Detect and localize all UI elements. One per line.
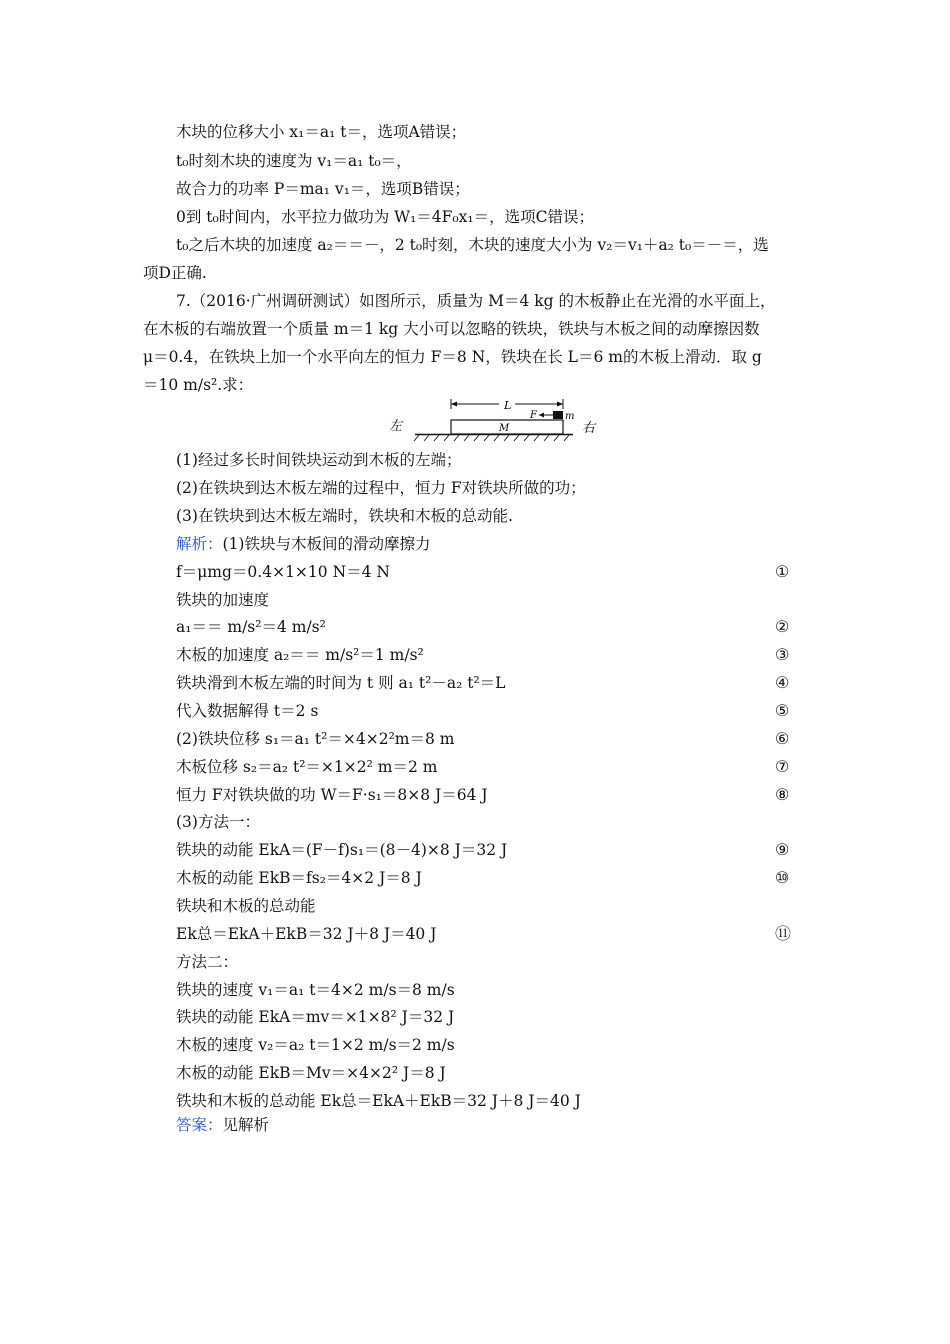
equation-number: ③ — [775, 645, 790, 664]
left-label: 左 — [389, 419, 403, 434]
solution-step: Ek总＝EkA＋EkB＝32 J＋8 J＝40 J — [176, 925, 437, 943]
equation-number: ④ — [775, 673, 790, 692]
solution-step: 恒力 F对铁块做的功 W＝F·s₁＝8×8 J＝64 J — [176, 786, 488, 804]
solution-step: 铁块的动能 EkA＝(F－f)s₁＝(8－4)×8 J＝32 J — [176, 841, 508, 859]
equation-number: ⑧ — [775, 785, 790, 804]
length-label: L — [504, 399, 512, 412]
equation-number: ⑨ — [775, 840, 790, 859]
equation-number: ⑩ — [775, 868, 790, 887]
sub-question: (3)在铁块到达木板左端时，铁块和木板的总动能. — [176, 507, 513, 525]
text-line: 木块的位移大小 x₁＝a₁ t＝，选项A错误； — [176, 123, 467, 141]
board-label: M — [499, 423, 510, 434]
block — [553, 411, 563, 419]
text-line: 0到 t₀时间内，水平拉力做功为 W₁＝4F₀x₁＝，选项C错误； — [176, 208, 594, 226]
equation-number: ⑤ — [775, 701, 790, 720]
text-line: t₀之后木块的加速度 a₂＝＝－，2 t₀时刻，木块的速度大小为 v₂＝v₁＋a₂ t₀＝－＝，选 — [176, 236, 769, 254]
solution-step: 木板的动能 EkB＝Mv＝×4×2² J＝8 J — [176, 1064, 446, 1082]
equation-number: ⑦ — [775, 757, 790, 776]
solution-first-text: (1)铁块与木板间的滑动摩擦力 — [222, 535, 431, 553]
equation-number: ⑪ — [775, 924, 792, 943]
solution-step: 木板的速度 v₂＝a₂ t＝1×2 m/s＝2 m/s — [176, 1036, 455, 1054]
text-line: 故合力的功率 P＝ma₁ v₁＝，选项B错误； — [176, 180, 470, 198]
right-label: 右 — [582, 421, 596, 436]
equation-number: ① — [775, 562, 790, 581]
solution-step: (2)铁块位移 s₁＝a₁ t²＝×4×2²m＝8 m — [176, 730, 455, 748]
solution-step: a₁＝＝ m/s²＝4 m/s² — [176, 618, 326, 636]
solution-step: 木板的加速度 a₂＝＝ m/s²＝1 m/s² — [176, 646, 424, 664]
solution-step: 铁块和木板的总动能 — [176, 897, 316, 915]
question-stem: ＝10 m/s².求： — [143, 376, 254, 394]
solution-step: 铁块的动能 EkA＝mv＝×1×8² J＝32 J — [176, 1008, 455, 1026]
solution-step: 木板位移 s₂＝a₂ t²＝×1×2² m＝2 m — [176, 758, 438, 776]
question-stem: 7.（2016·广州调研测试）如图所示，质量为 M＝4 kg 的木板静止在光滑的水平面上， — [176, 292, 776, 310]
text-line: t₀时刻木块的速度为 v₁＝a₁ t₀＝， — [176, 152, 412, 170]
solution-step: 方法二： — [176, 953, 239, 971]
answer-line — [176, 1115, 269, 1135]
question-stem: μ＝0.4，在铁块上加一个水平向左的恒力 F＝8 N，铁块在长 L＝6 m的木板上滑动．取 g — [143, 348, 762, 366]
solution-step: (3)方法一： — [176, 813, 260, 831]
answer-label: 答案： — [176, 1116, 223, 1134]
equation-number: ⑥ — [775, 729, 790, 748]
text-line: 项D正确. — [143, 264, 207, 282]
equation-number: ② — [775, 617, 790, 636]
answer-text: 见解析 — [222, 1116, 270, 1134]
solution-step: 代入数据解得 t＝2 s — [176, 702, 319, 720]
sub-question: (2)在铁块到达木板左端的过程中，恒力 F对铁块所做的功； — [176, 479, 586, 497]
solution-step: 铁块的速度 v₁＝a₁ t＝4×2 m/s＝8 m/s — [176, 981, 455, 999]
solution-heading-line — [176, 534, 430, 554]
solution-step: f＝μmg＝0.4×1×10 N＝4 N — [176, 563, 390, 581]
solution-step: 铁块滑到木板左端的时间为 t 则 a₁ t²－a₂ t²＝L — [176, 674, 506, 692]
board-block-diagram — [385, 396, 605, 442]
force-arrow — [539, 413, 544, 418]
solution-label: 解析： — [176, 535, 223, 553]
solution-step: 铁块和木板的总动能 Ek总＝EkA＋EkB＝32 J＋8 J＝40 J — [176, 1092, 581, 1110]
force-label: F — [530, 410, 537, 421]
block-label: m — [565, 411, 575, 422]
solution-step: 木板的动能 EkB＝fs₂＝4×2 J＝8 J — [176, 869, 422, 887]
question-stem: 在木板的右端放置一个质量 m＝1 kg 大小可以忽略的铁块，铁块与木板之间的动摩擦因数 — [143, 320, 760, 338]
sub-question: (1)经过多长时间铁块运动到木板的左端； — [176, 451, 462, 469]
solution-step: 铁块的加速度 — [176, 591, 270, 609]
